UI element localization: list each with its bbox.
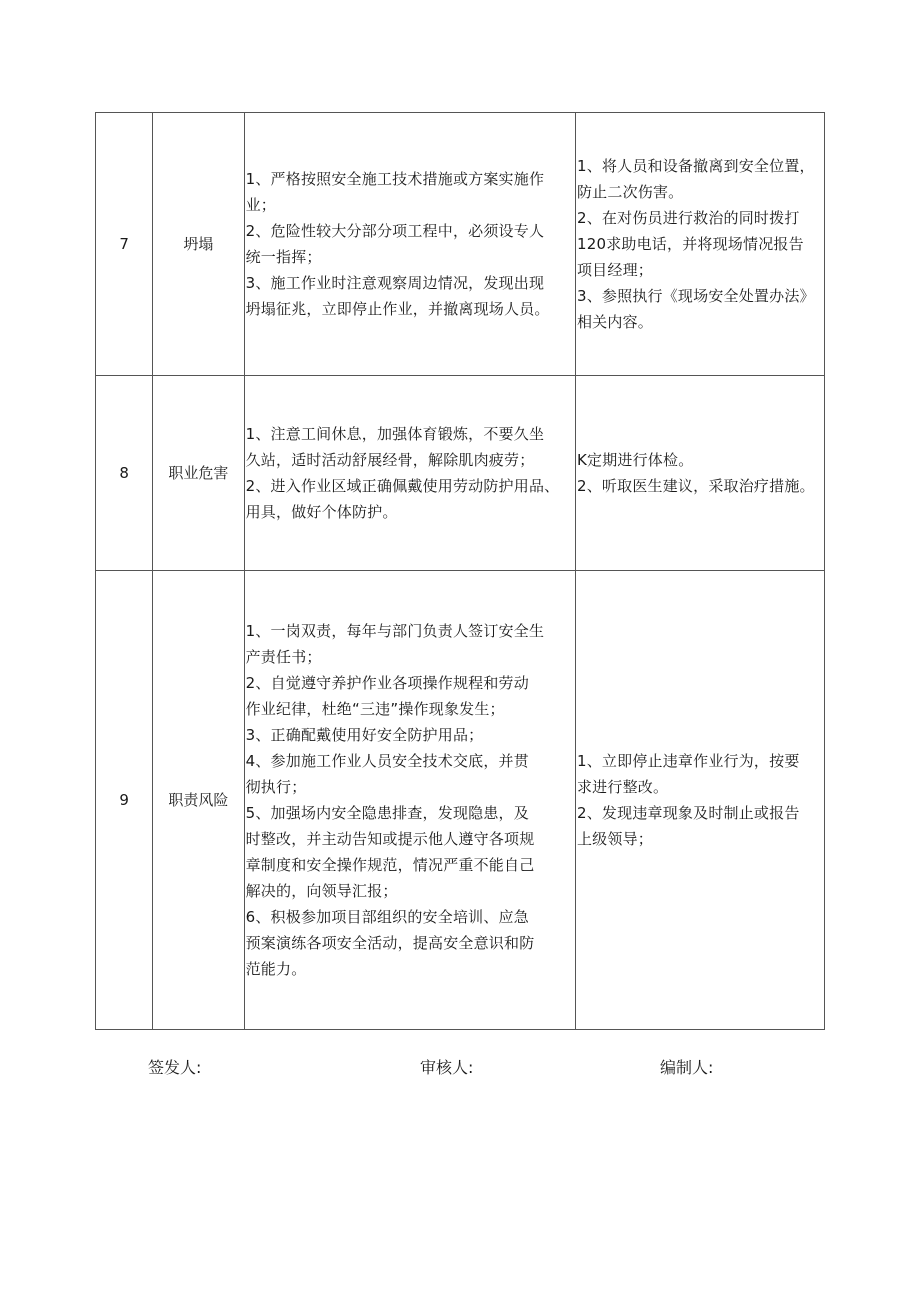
table-row xyxy=(96,113,825,376)
emergency-line: 项目经理； xyxy=(576,261,653,279)
measure-line: 用具，做好个体防护。 xyxy=(245,503,398,521)
measure-line: 坍塌征兆，立即停止作业，并撤离现场人员。 xyxy=(245,300,550,318)
preventive-measures xyxy=(244,113,575,376)
emergency-measures xyxy=(575,376,824,571)
measure-line: 章制度和安全操作规范，情况严重不能自己 xyxy=(245,856,535,874)
emergency-line: 1、将人员和设备撤离到安全位置， xyxy=(576,157,815,175)
emergency-line: 2、听取医生建议，采取治疗措施。 xyxy=(576,477,815,495)
emergency-line: K定期进行体检。 xyxy=(576,451,694,469)
measure-line: 范能力。 xyxy=(245,960,307,978)
measure-line: 5、加强场内安全隐患排查，发现隐患，及 xyxy=(245,804,529,822)
editor-signature-label: 编制人: xyxy=(660,1058,714,1077)
measure-line: 久站，适时活动舒展经骨，解除肌肉疲劳； xyxy=(245,451,535,469)
emergency-line: 防止二次伤害。 xyxy=(576,183,684,201)
measure-line: 2、危险性较大分部分项工程中，必须设专人 xyxy=(245,222,545,240)
emergency-line: 1、立即停止违章作业行为，按要 xyxy=(576,752,800,770)
emergency-line: 求进行整改。 xyxy=(576,778,669,796)
emergency-line: 相关内容。 xyxy=(576,313,653,331)
issuer-signature-label: 签发人: xyxy=(148,1058,202,1077)
emergency-line: 2、在对伤员进行救治的同时拨打 xyxy=(576,209,800,227)
preventive-measures xyxy=(244,571,575,1030)
measure-line: 3、施工作业时注意观察周边情况，发现出现 xyxy=(245,274,545,292)
table-row xyxy=(96,571,825,1030)
measure-line: 彻执行； xyxy=(245,778,307,796)
hazard-type: 职责风险 xyxy=(153,571,244,1030)
measure-line: 作业纪律，杜绝“三违”操作现象发生； xyxy=(245,700,505,718)
measure-line: 1、一岗双责，每年与部门负责人签订安全生 xyxy=(245,622,545,640)
emergency-line: 3、参照执行《现场安全处置办法》 xyxy=(576,287,815,305)
measure-line: 4、参加施工作业人员安全技术交底，并贯 xyxy=(245,752,529,770)
measure-line: 解决的，向领导汇报； xyxy=(245,882,398,900)
measure-line: 统一指挥； xyxy=(245,248,322,266)
safety-measures-table xyxy=(95,112,825,1030)
emergency-measures xyxy=(575,571,824,1030)
emergency-line: 120求助电话，并将现场情况报告 xyxy=(576,235,804,253)
measure-line: 业； xyxy=(245,196,277,214)
emergency-line: 上级领导； xyxy=(576,830,653,848)
measure-line: 1、注意工间休息，加强体育锻炼，不要久坐 xyxy=(245,425,545,443)
preventive-measures xyxy=(244,376,575,571)
reviewer-signature-label: 审核人: xyxy=(420,1058,474,1077)
measure-line: 时整改，并主动告知或提示他人遵守各项规 xyxy=(245,830,535,848)
hazard-type: 职业危害 xyxy=(153,376,244,571)
row-number: 7 xyxy=(96,113,153,376)
hazard-type: 坍塌 xyxy=(153,113,244,376)
emergency-measures xyxy=(575,113,824,376)
measure-line: 预案演练各项安全活动，提高安全意识和防 xyxy=(245,934,535,952)
measure-line: 6、积极参加项目部组织的安全培训、应急 xyxy=(245,908,529,926)
row-number: 8 xyxy=(96,376,153,571)
measure-line: 2、自觉遵守养护作业各项操作规程和劳动 xyxy=(245,674,529,692)
table-row xyxy=(96,376,825,571)
measure-line: 2、进入作业区域正确佩戴使用劳动防护用品、 xyxy=(245,477,560,495)
measure-line: 1、严格按照安全施工技术措施或方案实施作 xyxy=(245,170,545,188)
measure-line: 3、正确配戴使用好安全防护用品； xyxy=(245,726,484,744)
row-number: 9 xyxy=(96,571,153,1030)
emergency-line: 2、发现违章现象及时制止或报告 xyxy=(576,804,800,822)
measure-line: 产责任书； xyxy=(245,648,322,666)
